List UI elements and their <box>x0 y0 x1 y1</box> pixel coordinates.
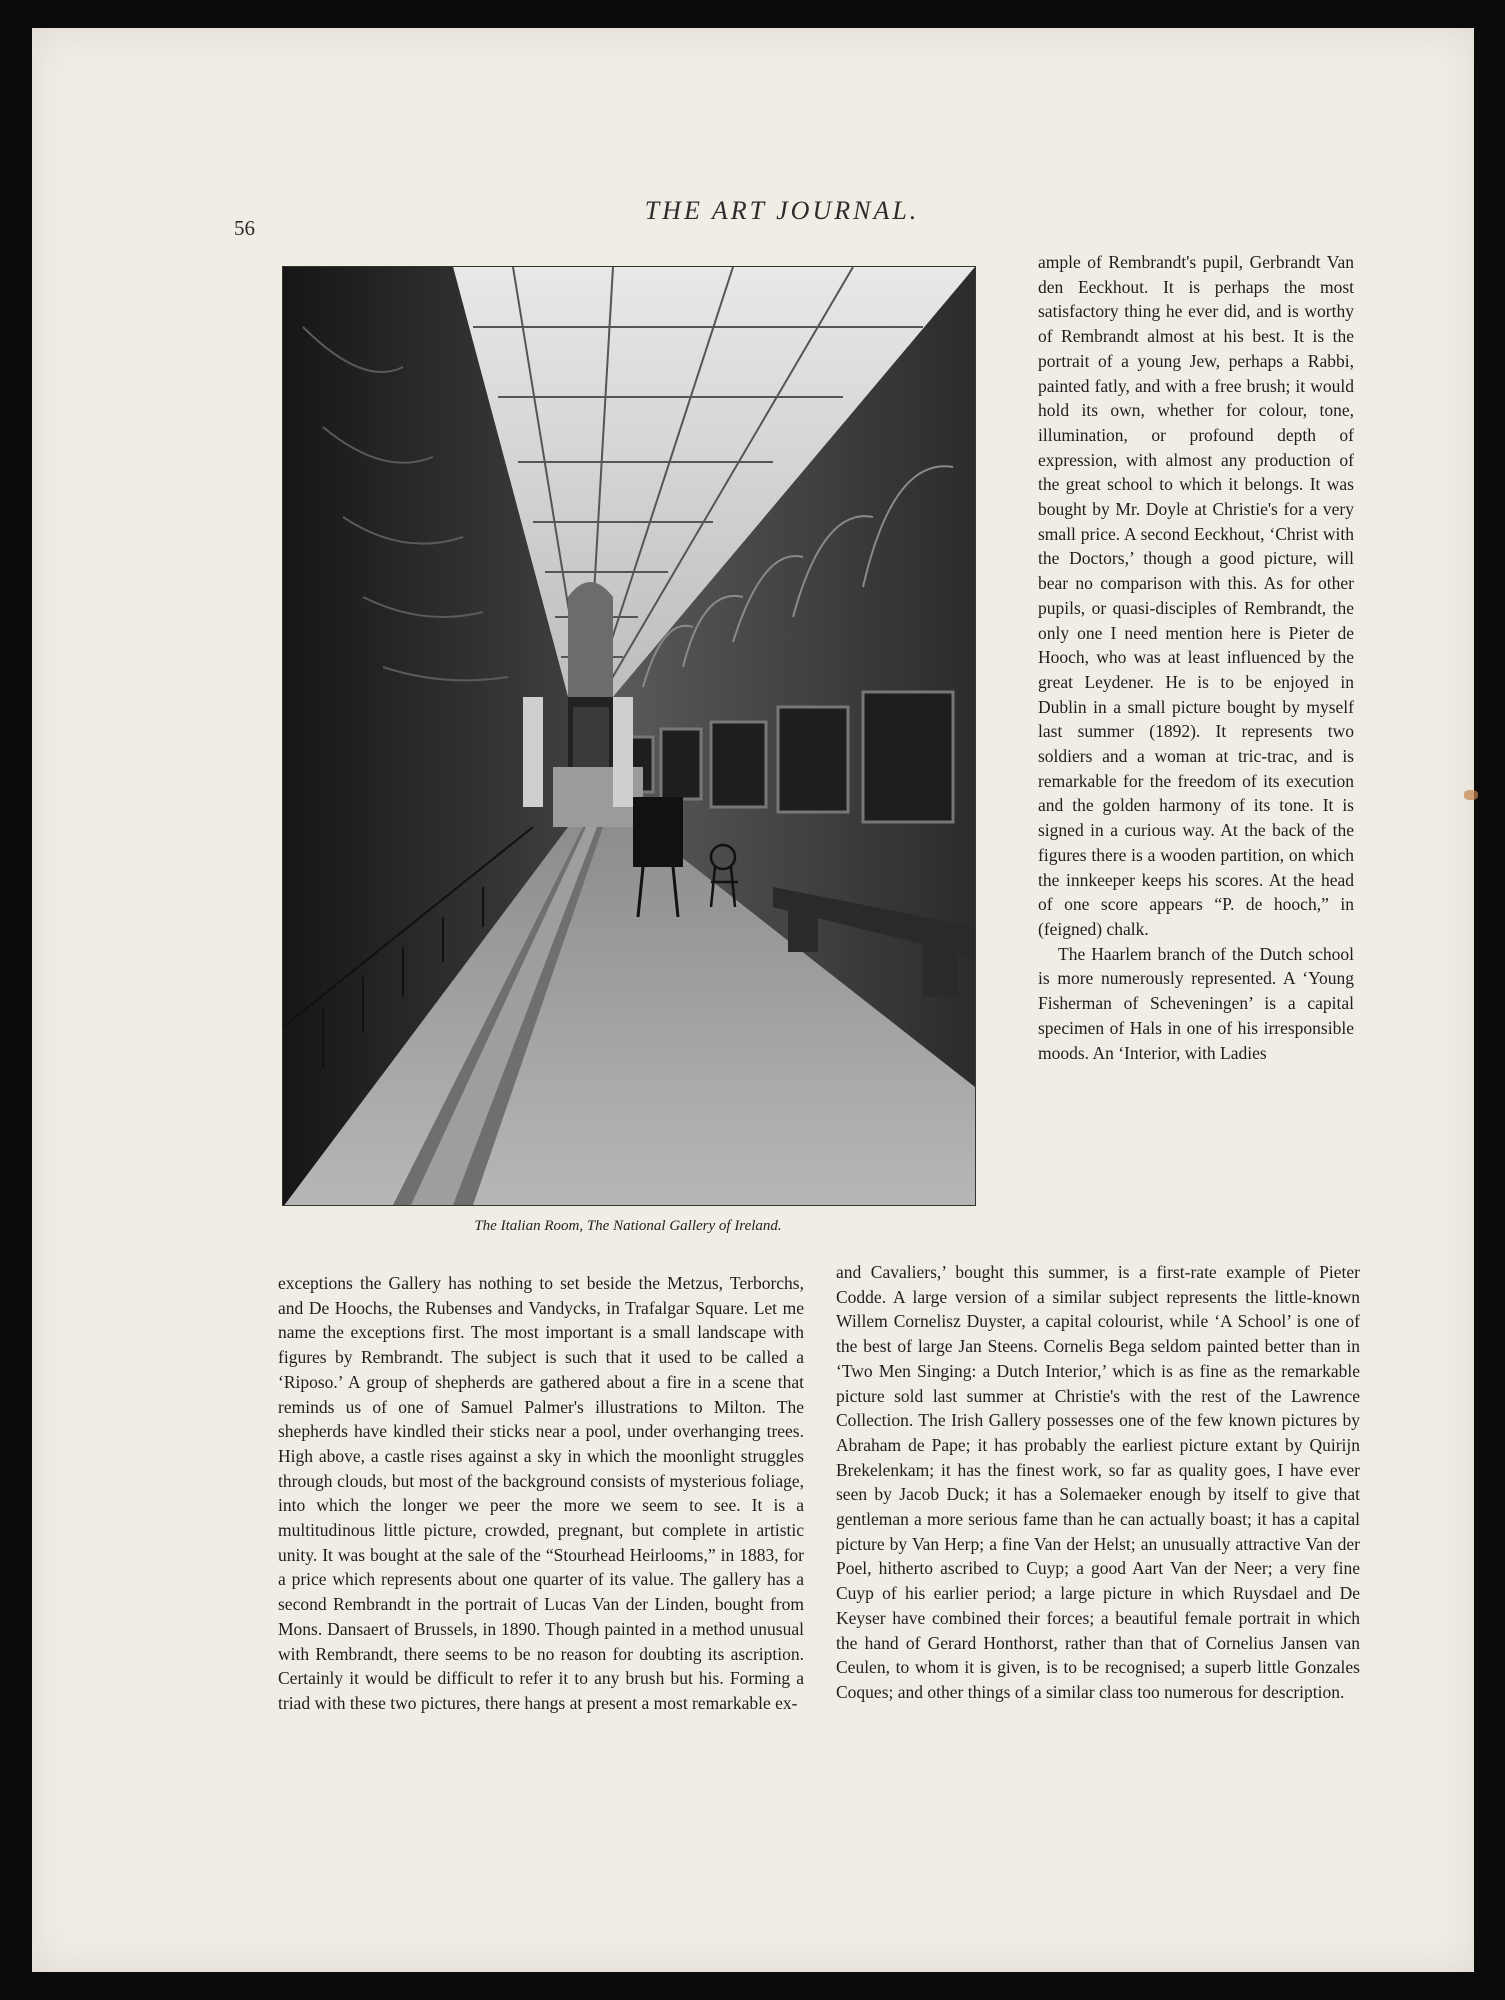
paragraph: and Cavaliers,’ bought this summer, is a first-rate example of Pieter Codde. A large version of a similar subject represents the little-known Willem Cornelisz Duyster, a capital colourist, while ‘A School’ is one of the best of large Jan Steens. Cornelis Bega seldom painted better than in ‘Two Men Singing: a Dutch Interior,’ which is as fine as the remarkable picture sold last summer at Christie's with the rest of the Lawrence Collection. The Irish Gallery possesses one of the few known pictures by Abraham de Pape; it has probably the earliest picture extant by Quirijn Brekelenkam; it has the finest work, so far as quality goes, I have ever seen by Jacob Duck; it has a Solemaeker enough by itself to give that gentleman a more serious fame than he can actually boast; it has a capital picture by Van Herp; a fine Van der Helst; an unusually attractive Van der Poel, hitherto ascribed to Cuyp; a good Aart Van der Neer; a very fine Cuyp of his earlier period; a large picture in which Ruysdael and De Keyser have combined their forces; a beautiful female portrait in which the hand of Gerard Honthorst, rather than that of Cornelius Jansen van Ceulen, to whom it is given, is to be recognised; a superb little Gonzales Coques; and other things of a similar class too numerous for description. <box>836 1262 1360 1702</box>
paper-stain <box>1464 790 1478 800</box>
journal-page <box>32 28 1474 1972</box>
page-number: 56 <box>234 216 255 240</box>
running-header: THE ART JOURNAL. <box>644 196 920 225</box>
paragraph: ample of Rembrandt's pupil, Gerbrandt Van den Eeckhout. It is perhaps the most satisfactory thing he ever did, and is worthy of Rembrandt almost at his best. It is the portrait of a young Jew, perhaps a Rabbi, painted fatly, and with a free brush; it would hold its own, whether for colour, tone, illumination, or profound depth of expression, with almost any production of the great school to which it belongs. It was bought by Mr. Doyle at Christie's for a very small price. A second Eeckhout, ‘Christ with the Doctors,’ though a good picture, will bear no comparison with this. As for other pupils, or quasi-disciples of Rembrandt, the only one I need mention here is Pieter de Hooch, who was at least influenced by the great Leydener. He is to be enjoyed in Dublin in a small picture bought by myself last summer (1892). It represents two soldiers and a woman at tric-trac, and is remarkable for the freedom of its execution and the golden harmony of its tone. It is signed in a curious way. At the back of the figures there is a wooden partition, on which the innkeeper keeps his scores. At the head of one score appears “P. de hooch,” in (feigned) chalk. <box>1038 252 1354 939</box>
gallery-photograph <box>282 266 976 1206</box>
paragraph: exceptions the Gallery has nothing to set beside the Metzus, Terborchs, and De Hoochs, the Rubenses and Vandycks, in Trafalgar Square. Let me name the exceptions first. The most important is a small landscape with figures by Rembrandt. The subject is such that it used to be called a ‘Riposo.’ A group of shepherds are gathered about a fire in a scene that reminds us of one of Samuel Palmer's illustrations to Milton. The shepherds have kindled their sticks near a pool, under overhanging trees. High above, a castle rises against a sky in which the moonlight struggles through clouds, but most of the background consists of mysterious foliage, into which the longer we peer the more we seem to see. It is a multitudinous little picture, crowded, pregnant, but complete in artistic unity. It was bought at the sale of the “Stourhead Heirlooms,” in 1883, for a price which represents about one quarter of its value. The gallery has a second Rembrandt in the portrait of Lucas Van der Linden, bought from Mons. Dansaert of Brussels, in 1890. Though painted in a method unusual with Rembrandt, there seems to be no reason for doubting its ascription. Certainly it would be difficult to refer it to any brush but his. Forming a triad with these two pictures, there hangs at present a most remarkable ex- <box>278 1273 804 1713</box>
gallery-interior-illustration <box>283 267 975 1205</box>
paragraph: The Haarlem branch of the Dutch school is more numerously represented. A ‘Young Fisherman of Scheveningen’ is a capital specimen of Hals in one of his irresponsible moods. An ‘Interior, with Ladies <box>1038 943 1354 1063</box>
text-column-right-bottom <box>836 1260 1360 1705</box>
figure-caption: The Italian Room, The National Gallery of Ireland. <box>474 1218 782 1234</box>
text-column-right-top <box>1038 250 1354 1065</box>
text-column-left-bottom <box>278 1271 804 1716</box>
